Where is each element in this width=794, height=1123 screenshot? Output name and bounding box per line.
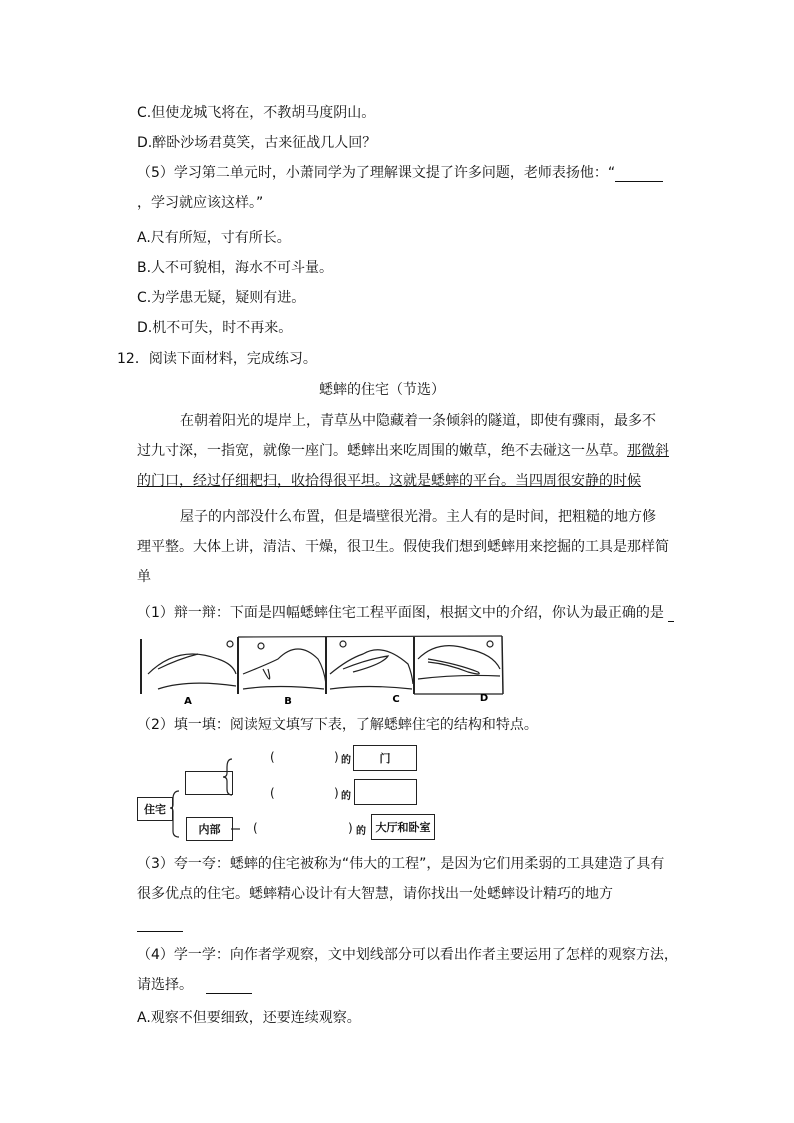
root-box: 住宅 [137,797,173,821]
question-5 [137,164,663,182]
text: 过九寸深，一指宽，就像一座门。蟋蟀出来吃周围的嫩草，绝不去碰这一丛草。 [137,443,627,459]
burrow-figures [138,634,558,706]
answer-blank [137,931,183,932]
paren-close: ) [348,821,353,835]
option-a: A.尺有所短，寸有所长。 [137,230,291,246]
de-label: 的 [341,755,351,766]
figure-label-d: D [479,693,489,704]
answer-blank [668,607,674,622]
sub-question-4-option-a: A.观察不但要细致，还要连续观察。 [137,1010,361,1026]
question-5-cont: ，学习就应该这样。” [137,195,264,211]
braces [170,755,240,845]
text: （1）辩一辩：下面是四幅蟋蟀住宅工程平面图，根据文中的介绍，你认为最正确的是 [137,605,664,621]
option-c-prev: C.但使龙城飞将在，不教胡马度阴山。 [137,105,376,121]
figure-label-a: A [184,696,192,706]
blank-box-2 [354,779,417,805]
passage-title: 蟋蟀的住宅（节选） [319,382,445,398]
sub-question-3-line2: 很多优点的住宅。蟋蟀精心设计有大智慧，请你找出一处蟋蟀设计精巧的地方 [137,886,613,902]
paren-open: ( [253,821,258,835]
figure-label-c: C [392,694,400,705]
hall-box: 大厅和卧室 [371,814,435,840]
question-5-text: （5）学习第二单元时，小萧同学为了理解课文提了许多问题，老师表扬他：“ [137,165,616,181]
sub-question-4-line2 [137,976,252,994]
sub-question-2: （2）填一填：阅读短文填写下表，了解蟋蟀住宅的结构和特点。 [137,717,538,733]
option-b: B.人不可貌相，海水不可斗量。 [137,260,334,276]
option-d-prev: D.醉卧沙场君莫笑，古来征战几人回？ [137,135,377,151]
paren-close: ) [334,750,339,764]
sub-question-1 [137,604,674,622]
paren-close: ) [334,786,339,800]
underlined-text: 那微斜 [627,443,669,459]
answer-blank [615,167,663,182]
sub-question-4-line1: （4）学一学：向作者学观察，文中划线部分可以看出作者主要运用了怎样的观察方法， [137,947,678,963]
figure-label-b: B [284,696,292,706]
option-d: D.机不可失，时不再来。 [137,320,293,336]
door-box: 门 [353,745,417,771]
paren-open: ( [270,750,275,764]
passage-p1-line1: 在朝着阳光的堤岸上，青草丛中隐藏着一条倾斜的隧道，即使有骤雨，最多不 [180,413,656,429]
question-12-stem: 12．阅读下面材料，完成练习。 [117,351,317,367]
de-label: 的 [341,791,351,802]
sub-question-3-line1: （3）夸一夸：蟋蟀的住宅被称为“伟大的工程”，是因为它们用柔弱的工具建造了具有 [137,856,665,872]
passage-p2-line3: 单 [137,569,151,585]
passage-p1-line2 [137,442,669,460]
passage-p2-line1: 屋子的内部没什么布置，但是墙壁很光滑。主人有的是时间，把粗糙的地方修 [180,509,656,525]
answer-blank [206,979,252,994]
de-label: 的 [356,826,366,837]
text: 请选择。 [137,977,193,993]
passage-p2-line2: 理平整。大体上讲，清洁、干燥，很卫生。假使我们想到蟋蟀用来挖掘的工具是那样简 [137,539,669,555]
inner-box: 内部 [186,817,233,841]
passage-p1-line3-underlined: 的门口，经过仔细耙扫，收拾得很平坦。这就是蟋蟀的平台。当四周很安静的时候 [137,473,641,489]
paren-open: ( [270,786,275,800]
option-c: C.为学患无疑，疑则有进。 [137,290,306,306]
